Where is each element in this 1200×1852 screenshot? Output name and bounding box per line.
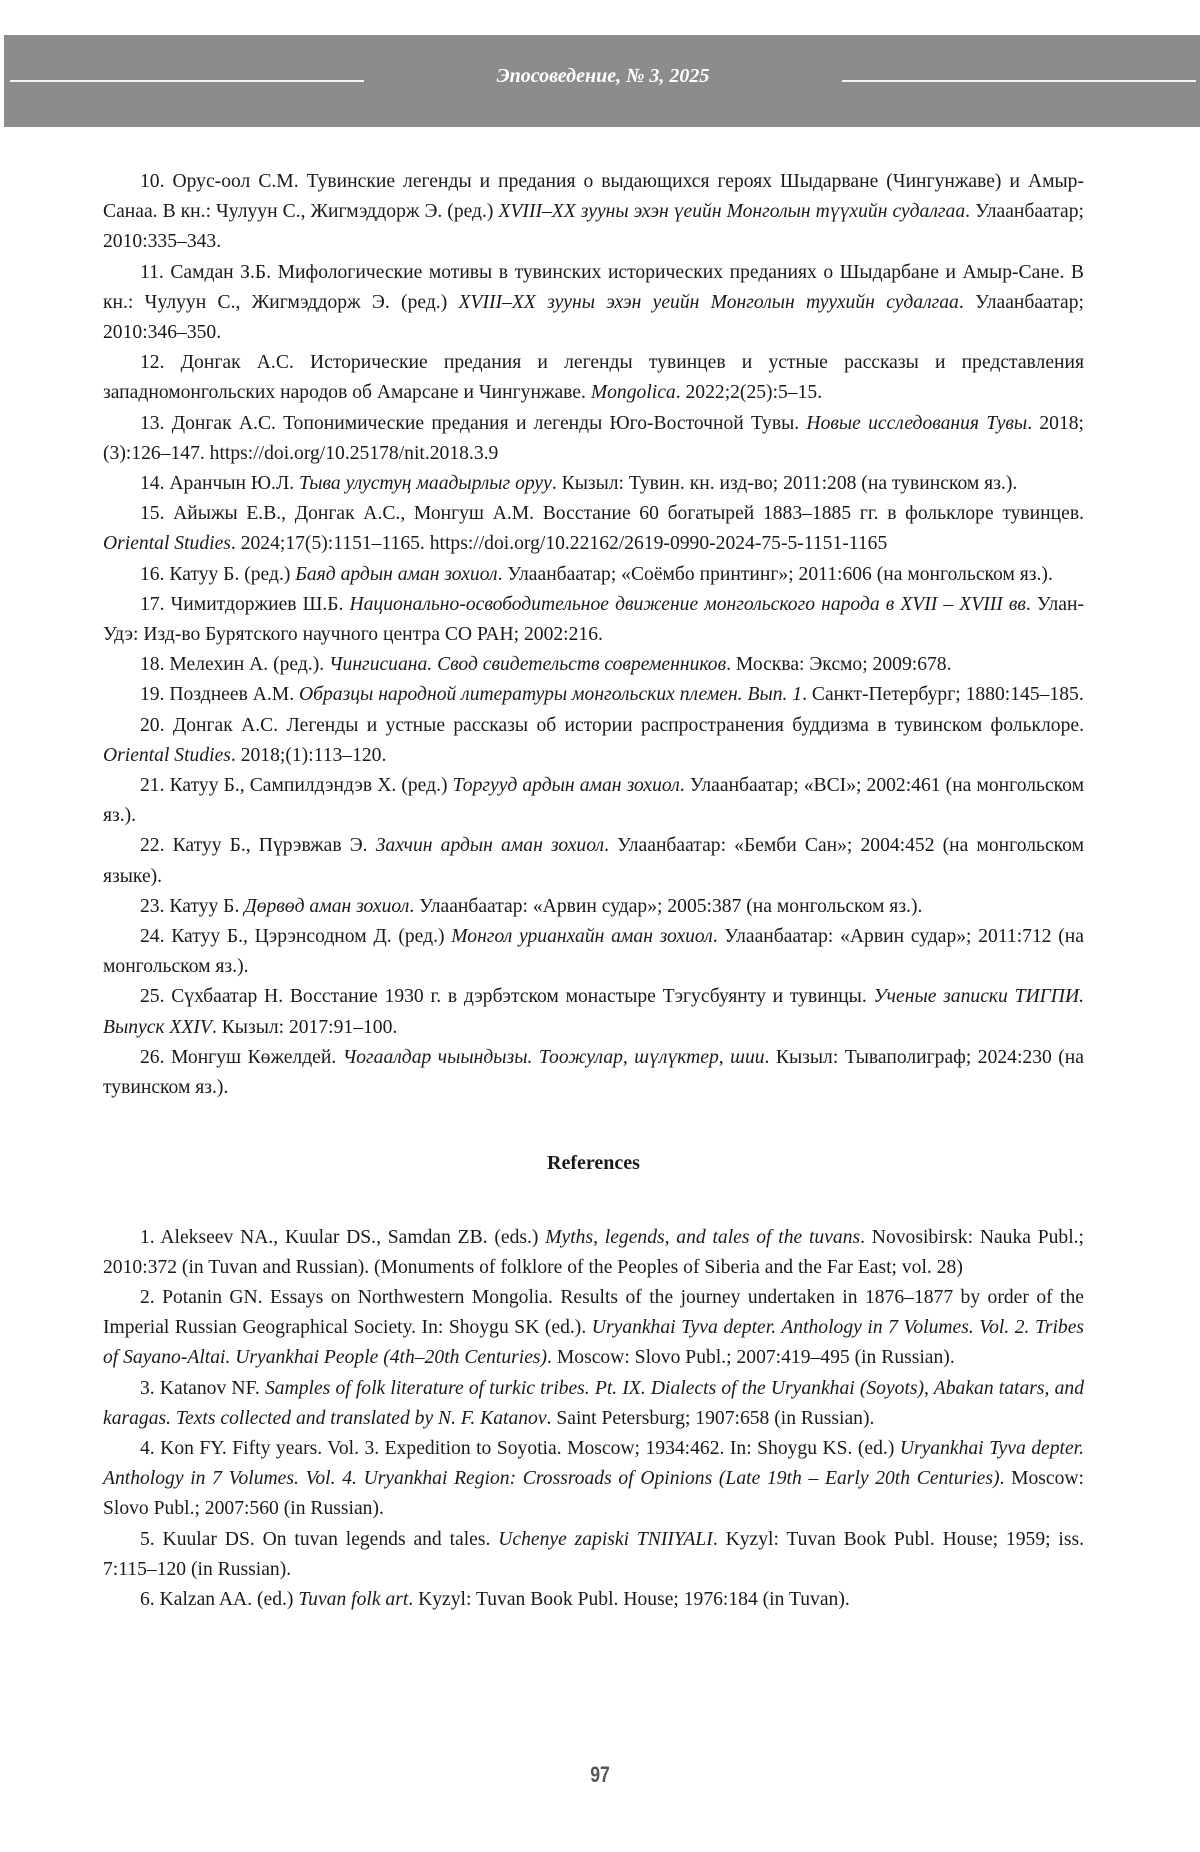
- references-list-english: [103, 1223, 1084, 1616]
- reference-text: . 2024;17(5):1151–1165. https://doi.org/10.22162/2619-0990-2024-75-5-1151-1165: [230, 533, 888, 555]
- reference-entry: [103, 348, 1084, 408]
- reference-text: . Kyzyl: Tuvan Book Publ. House; 1976:184 (in Tuvan).: [408, 1588, 850, 1610]
- reference-text: 20. Донгак А.С. Легенды и устные рассказы об истории распространения буддизма в тувинском фольклоре.: [140, 714, 1084, 736]
- reference-title: Торгууд ардын аман зохиол: [452, 775, 680, 797]
- reference-entry: [103, 499, 1084, 559]
- reference-text: 22. Катуу Б., Пүрэвжав Э.: [140, 835, 376, 857]
- reference-entry: [103, 167, 1084, 258]
- reference-entry: [103, 1223, 1084, 1283]
- reference-text: . Улаанбаатар; 2010:335–343.: [103, 201, 1084, 253]
- reference-entry: [103, 1525, 1084, 1585]
- page-number: 97: [590, 1762, 610, 1787]
- reference-entry: [103, 771, 1084, 831]
- reference-text: . Кызыл: Тувин. кн. изд-во; 2011:208 (на тувинском яз.).: [551, 473, 1018, 495]
- reference-title: Myths, legends, and tales of the tuvans: [545, 1226, 861, 1248]
- reference-entry: [103, 1585, 1084, 1615]
- reference-title: Дөрвөд аман зохиол: [244, 895, 410, 917]
- reference-entry: [103, 1434, 1084, 1525]
- references-list-russian: [103, 167, 1084, 1103]
- reference-text: 10. Орус-оол С.М. Тувинские легенды и предания о выдающихся героях Шыдарване (Чингунжаве) и Амыр-Санаа. В кн.: Чулуун С., Жигмэддорж Э. (ред.): [103, 171, 1084, 223]
- reference-title: Тыва улустуӊ маадырлыг оруу: [299, 473, 552, 495]
- reference-title: Ученые записки ТИГПИ. Выпуск XXIV: [103, 986, 1084, 1038]
- reference-text: 25. Сүхбаатар Н. Восстание 1930 г. в дэрбэтском монастыре Тэгусбуянту и тувинцы.: [140, 986, 874, 1008]
- reference-title: Oriental Studies: [103, 744, 231, 766]
- reference-text: 2. Potanin GN. Essays on Northwestern Mongolia. Results of the journey undertaken in 1876–1877 by order of the Imperial Russian Geographical Society. In: Shoygu SK (ed.).: [103, 1286, 1084, 1339]
- reference-text: . Улаанбаатар: «Бемби Сан»; 2004:452 (на монгольском языке).: [103, 835, 1084, 887]
- reference-text: . Улан-Удэ: Изд-во Бурятского научного центра СО РАН; 2002:216.: [103, 593, 1084, 646]
- reference-title: Чогаалдар чыындызы. Тоожулар, шүлүктер, шии: [342, 1046, 765, 1068]
- references-heading: References: [547, 1152, 640, 1175]
- reference-entry: [103, 1283, 1084, 1374]
- reference-title: Uchenye zapiski TNIIYALI: [498, 1528, 713, 1550]
- reference-title: Oriental Studies: [103, 533, 231, 555]
- reference-entry: [103, 680, 1084, 710]
- reference-text: 13. Донгак А.С. Топонимические предания и легенды Юго-Восточной Тувы.: [140, 412, 807, 434]
- reference-title: XVIII–XX зууны эхэн үеийн Монголын түүхийн судалгаа: [498, 201, 966, 223]
- reference-text: 15. Айыжы Е.В., Донгак А.С., Монгуш А.М. Восстание 60 богатырей 1883–1885 гг. в фольклоре тувинцев.: [140, 503, 1084, 525]
- reference-text: 12. Донгак А.С. Исторические предания и легенды тувинцев и устные рассказы и представления западномонгольских народов об Амарсане и Чингунжаве.: [103, 352, 1084, 404]
- reference-entry: [103, 560, 1084, 590]
- reference-entry: [103, 258, 1084, 349]
- reference-entry: [103, 469, 1084, 499]
- reference-text: . Улаанбаатар; 2010:346–350.: [103, 291, 1084, 344]
- reference-text: . 2018;(3):126–147. https://doi.org/10.25178/nit.2018.3.9: [103, 412, 1084, 464]
- reference-text: . Санкт-Петербург; 1880:145–185.: [802, 684, 1084, 706]
- journal-header-bar: [4, 35, 1200, 127]
- reference-entry: [103, 892, 1084, 922]
- reference-entry: [103, 590, 1084, 650]
- reference-text: 16. Катуу Б. (ред.): [140, 563, 296, 585]
- reference-title: XVIII–XX зууны эхэн уеийн Монголын туухийн судалгаа: [458, 291, 959, 313]
- reference-text: . Москва: Эксмо; 2009:678.: [726, 654, 952, 676]
- reference-text: 18. Мелехин А. (ред.).: [140, 654, 330, 676]
- reference-title: Чингисиана. Свод свидетельств современников: [329, 654, 727, 676]
- reference-text: . 2022;2(25):5–15.: [675, 382, 823, 404]
- reference-title: Образцы народной литературы монгольских племен. Вып. 1: [299, 684, 803, 706]
- reference-text: . Улаанбаатар; «Соёмбо принтинг»; 2011:606 (на монгольском яз.).: [497, 563, 1053, 585]
- reference-title: Uryankhai Tyva depter. Anthology in 7 Volumes. Vol. 4. Uryankhai Region: Crossroads of Opinions (Late 19th – Early 20th Centuries): [103, 1437, 1084, 1490]
- reference-text: . Novosibirsk: Nauka Publ.; 2010:372 (in Tuvan and Russian). (Monuments of folklore of the Peoples of Siberia and the Far East; vol. 28): [103, 1226, 1085, 1278]
- reference-title: Монгол урианхайн аман зохиол: [451, 926, 713, 948]
- reference-text: 14. Аранчын Ю.Л.: [140, 473, 300, 495]
- reference-text: 5. Kuular DS. On tuvan legends and tales.: [140, 1528, 499, 1550]
- reference-text: . Moscow: Slovo Publ.; 2007:419–495 (in Russian).: [547, 1347, 955, 1369]
- reference-title: Tuvan folk art: [298, 1588, 409, 1610]
- reference-text: . Улаанбаатар: «Арвин судар»; 2011:712 (на монгольском яз.).: [103, 926, 1084, 978]
- reference-text: 21. Катуу Б., Сампилдэндэв Х. (ред.): [140, 775, 453, 797]
- reference-text: . 2018;(1):113–120.: [230, 744, 387, 766]
- reference-entry: [103, 1043, 1084, 1103]
- reference-text: 11. Самдан З.Б. Мифологические мотивы в тувинских исторических преданиях о Шыдарбане и Амыр-Сане. В кн.: Чулуун С., Жигмэддорж Э. (ред.): [103, 261, 1084, 313]
- reference-title: Национально-освободительное движение монгольского народа в XVII – XVIII вв: [349, 593, 1026, 615]
- reference-text: 3. Katanov NF.: [140, 1377, 265, 1399]
- reference-text: . Kyzyl: Tuvan Book Publ. House; 1959; iss. 7:115–120 (in Russian).: [103, 1528, 1084, 1580]
- reference-text: 6. Kalzan AA. (ed.): [140, 1588, 299, 1610]
- reference-title: Новые исследования Тувы: [806, 412, 1028, 434]
- reference-entry: [103, 982, 1084, 1042]
- reference-text: . Улаанбаатар; «BCI»; 2002:461 (на монгольском яз.).: [103, 775, 1084, 827]
- reference-text: . Улаанбаатар: «Арвин судар»; 2005:387 (на монгольском яз.).: [409, 895, 923, 917]
- reference-text: 24. Катуу Б., Цэрэнсодном Д. (ред.): [140, 926, 452, 948]
- page-content: [103, 167, 1084, 1615]
- reference-title: Samples of folk literature of turkic tribes. Pt. IX. Dialects of the Uryankhai (Soyots), Abakan tatars, and karagas. Texts collected and translated by N. F. Katanov: [103, 1377, 1084, 1429]
- reference-text: . Кызыл: 2017:91–100.: [211, 1016, 398, 1038]
- reference-text: 4. Kon FY. Fifty years. Vol. 3. Expedition to Soyotia. Moscow; 1934:462. In: Shoygu KS. (ed.): [140, 1437, 900, 1459]
- reference-text: . Saint Petersburg; 1907:658 (in Russian).: [546, 1407, 875, 1429]
- reference-entry: [103, 409, 1084, 469]
- header-rule-right: [842, 80, 1196, 82]
- journal-title: Эпосоведение, № 3, 2025: [496, 65, 710, 87]
- reference-title: Uryankhai Tyva depter. Anthology in 7 Volumes. Vol. 2. Tribes of Sayano-Altai. Uryankhai People (4th–20th Centuries): [103, 1317, 1085, 1369]
- reference-entry: [103, 711, 1084, 771]
- reference-title: Захчин ардын аман зохиол: [375, 835, 605, 857]
- reference-text: . Кызыл: Тываполиграф; 2024:230 (на тувинском яз.).: [103, 1046, 1084, 1099]
- reference-entry: [103, 922, 1084, 982]
- reference-entry: [103, 831, 1084, 891]
- reference-text: 19. Позднеев А.М.: [140, 684, 299, 706]
- reference-title: Баяд ардын аман зохиол: [295, 563, 498, 585]
- reference-title: Mongolica: [590, 382, 676, 404]
- reference-text: . Moscow: Slovo Publ.; 2007:560 (in Russian).: [103, 1468, 1084, 1520]
- reference-entry: [103, 1374, 1084, 1434]
- reference-text: 1. Alekseev NA., Kuular DS., Samdan ZB. (eds.): [140, 1226, 546, 1248]
- reference-text: 17. Чимитдоржиев Ш.Б.: [140, 593, 350, 615]
- reference-text: 23. Катуу Б.: [140, 895, 245, 917]
- header-rule-left: [10, 80, 364, 82]
- reference-entry: [103, 650, 1084, 680]
- reference-text: 26. Монгуш Көжелдей.: [140, 1046, 343, 1068]
